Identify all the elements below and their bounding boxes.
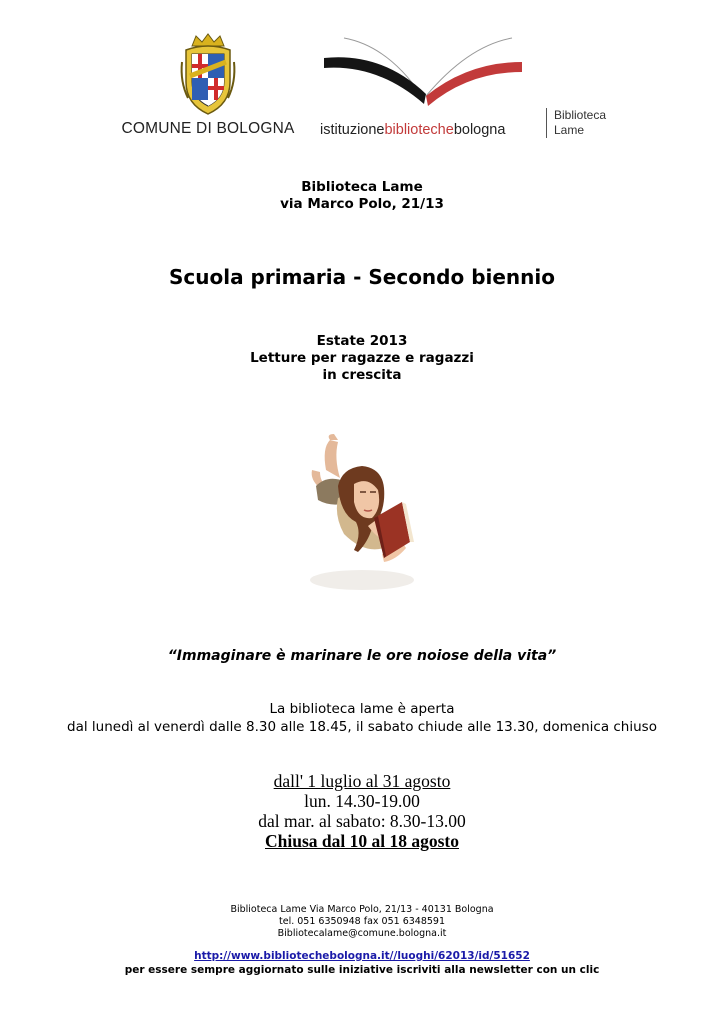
branch-divider (546, 108, 547, 138)
bologna-crest-icon (178, 32, 238, 116)
summer-hours-period: dall' 1 luglio al 31 agosto (273, 771, 451, 791)
summer-closure-notice: Chiusa dal 10 al 18 agosto (265, 831, 459, 851)
istituzione-label-part2: biblioteche (384, 122, 454, 138)
summer-hours-monday: lun. 14.30-19.00 (304, 791, 420, 811)
reading-list-subtitle-line1: Letture per ragazze e ragazzi (250, 350, 474, 366)
girl-reading-photo (298, 430, 426, 598)
open-book-icon (318, 32, 533, 112)
istituzione-label-part1: istituzione (320, 122, 385, 138)
comune-di-bologna-logo (112, 32, 304, 142)
footer-phone: tel. 051 6350948 fax 051 6348591 (279, 916, 445, 927)
comune-di-bologna-label: COMUNE DI BOLOGNA (121, 120, 295, 137)
reading-list-season: Estate 2013 (316, 333, 408, 349)
branch-label-line2: Lame (554, 123, 585, 137)
footer-address: Biblioteca Lame Via Marco Polo, 21/13 - 40131 Bologna (230, 904, 494, 915)
reading-list-subtitle-line2: in crescita (322, 367, 402, 383)
istituzione-label-part3: bologna (453, 122, 506, 138)
library-address: via Marco Polo, 21/13 (280, 196, 444, 212)
footer-newsletter-text: per essere sempre aggiornato sulle iniziative iscriviti alla newsletter con un clic (124, 964, 600, 976)
branch-label-line1: Biblioteca (554, 108, 607, 122)
opening-hours-weekly: dal lunedì al venerdì dalle 8.30 alle 18.45, il sabato chiude alle 13.30, domenica chiuso (67, 719, 657, 735)
footer-url-link[interactable]: http://www.bibliotechebologna.it//luoghi/62013/id/51652 (194, 950, 530, 962)
footer-email: Bibliotecalame@comune.bologna.it (277, 928, 447, 939)
istituzione-biblioteche-logo (318, 32, 533, 142)
quote: “Immaginare è marinare le ore noiose della vita” (167, 648, 557, 664)
page-title: Scuola primaria - Secondo biennio (169, 265, 555, 289)
opening-hours-intro: La biblioteca lame è aperta (269, 701, 455, 717)
branch-label (554, 108, 606, 138)
library-name: Biblioteca Lame (301, 179, 423, 195)
istituzione-biblioteche-label (320, 122, 505, 138)
summer-hours-tue-sat: dal mar. al sabato: 8.30-13.00 (258, 811, 466, 831)
